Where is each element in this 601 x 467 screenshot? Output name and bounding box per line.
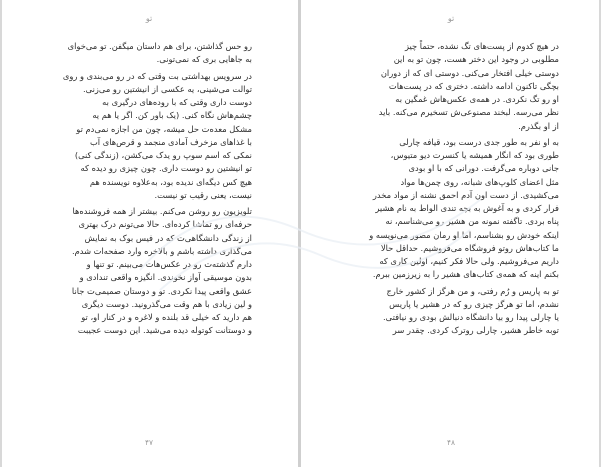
- right-page: [301, 0, 601, 467]
- text-line: نیست، یعنی رقیب تو نیست.: [154, 189, 252, 200]
- text-line: مشکل معده‌ت حل میشه، چون من اجازه نمی‌دم تو: [76, 123, 252, 134]
- left-page: [0, 0, 298, 467]
- text-line: و دوستانت کوتوله دیده می‌شید. این دوست عجیبت: [77, 325, 252, 336]
- text-line: یا چارلی پیدا رو بیا دانشگاه دنبالش بودی رو نیافتی.: [383, 312, 559, 322]
- page-number: ۴۷: [144, 438, 154, 447]
- text-line: رو حس گذاشتن، برای هم داستان میگفن. تو می‌خوای: [67, 41, 252, 51]
- text-line: حرفه‌ای رو تماشا کرده‌ای. حالا می‌تونم درک بهتری: [78, 219, 252, 230]
- text-line: از او بگذرم.: [518, 120, 559, 131]
- text-line: توالت می‌شینی، یه عکسی از انیشتین رو می‌زنی.: [83, 83, 252, 94]
- text-line: مثل اعضای کلوپ‌های شبانه، روی چمن‌ها مواد: [400, 176, 559, 187]
- text-line: و لین زیادی با هم وقت می‌گذرونید. دوست دیگری: [81, 298, 252, 309]
- text-line: می‌کشیدی. از دست اون آدم احمق نشنه از مواد مخدر: [372, 189, 559, 200]
- page-edge: [0, 0, 2, 467]
- body-text: [62, 40, 252, 338]
- text-line: توبه خاطر هشیر، چارلی روترک کردی. چقدر سر: [392, 325, 559, 336]
- text-line: به او نفر به طور جدی درست بود، قیافه چارلی: [399, 136, 559, 147]
- text-line: بچگی تاکنون ادامه داشته. دختری که در پست‌هات: [388, 80, 559, 91]
- running-head: تو: [447, 14, 455, 23]
- body-text: [359, 40, 559, 338]
- text-line: اینکه خودش رو بشناسم، اما او رمان مصور می‌نویسه و: [369, 229, 559, 240]
- running-head: تو: [145, 14, 153, 23]
- text-line: به جاهایی بری که نمی‌تونی.: [156, 54, 252, 65]
- text-line: هم دارید که خیلی قد بلنده و لاغره و در کنار او، تو: [81, 312, 252, 322]
- text-line: هیچ کس دیگه‌ای ندیده بود، به‌علاوه نویسنده هم: [89, 176, 252, 187]
- text-line: عشق واقعی پیدا نکردی. تو و دوستان صمیمی‌ت جانا: [71, 285, 252, 296]
- text-line: در سرویس بهداشتی بت وقتی که در رو می‌بندی و روی: [62, 70, 252, 81]
- text-line: جانی دوباره می‌گرفت. دورانی که با او بودی: [408, 163, 559, 174]
- text-line: داریم می‌فروشیم. ولی حالا فکر کنیم، اولین کاری که: [379, 256, 559, 266]
- text-line: نشدم، اما تو هرگز چیزی رو که در هشیر یا پاریس: [389, 298, 559, 309]
- text-line: طوری بود که انگار همیشه یا کنسرت دیو متیوس،: [390, 150, 559, 160]
- text-line: تلویزیون رو روشن می‌کنم. بیشتر از همه فروشنده‌ها: [72, 206, 252, 216]
- text-line: نظر می‌رسه. لبخند مصنوعی‌ش تسخیرم می‌کنه. باید: [378, 107, 559, 118]
- text-line: نمکی که اسم سوپ رو یدک می‌کشن، (زندگی کنی): [74, 150, 252, 160]
- text-line: بکنم اینه که همه‌ی کتاب‌های هشیر را به زیرزمین ببرم.: [372, 269, 559, 280]
- text-line: پناه بردی. تاگفته نمونه من هشیر رو می‌شناسم، نه: [385, 216, 559, 227]
- text-line: دوست داری وقتی که با روده‌های درگیری به: [102, 97, 252, 107]
- text-line: مطلوبی در وجود این دختر هست، چون تو به این: [393, 54, 559, 65]
- text-line: تو انیشتین رو دوست داری. چون چیزی رو دیده که: [80, 163, 252, 174]
- text-line: چشم‌هاش نگاه کنی. (یک باور کن. اگر یا هم یه: [92, 110, 252, 121]
- text-line: تو به پاریس و رُم رفتی، و من هرگز از کشور خارج: [386, 285, 559, 296]
- text-line: از زندگی دانشگاهی‌ت که در فیس بوک به نمایش: [84, 232, 252, 243]
- text-line: او رو تگ نکردی. در همه‌ی عکس‌هاش غمگین به: [395, 94, 559, 104]
- text-line: می‌گذاری داشته باشم و بالاخره وارد صفحه‌ات شدم.: [71, 245, 252, 256]
- text-line: با غذاهای مزخرف آمادی منجمد و قرص‌های آب: [89, 136, 252, 147]
- text-line: بدون موسیقی آواز نخوندی. انگیزه واقعی تندادی و: [79, 272, 252, 283]
- text-line: دارم گذشته‌ت رو در عکس‌هات می‌بینم. تو تنها و: [86, 259, 252, 269]
- text-line: دوستی خیلی افتخار می‌کنی. دوستی ای که از دوران: [380, 67, 559, 78]
- text-line: فرار کردی و به آغوش به بچه تندی الواط به نام هشیر: [375, 203, 559, 213]
- text-line: ما کتاب‌هاش روتو فروشگاه می‌فروشیم. حداقل حالا: [380, 242, 559, 253]
- page-number: ۴۸: [446, 438, 456, 447]
- text-line: در هیچ کدوم از پست‌های تگ نشده، حتماً چیز: [404, 41, 559, 51]
